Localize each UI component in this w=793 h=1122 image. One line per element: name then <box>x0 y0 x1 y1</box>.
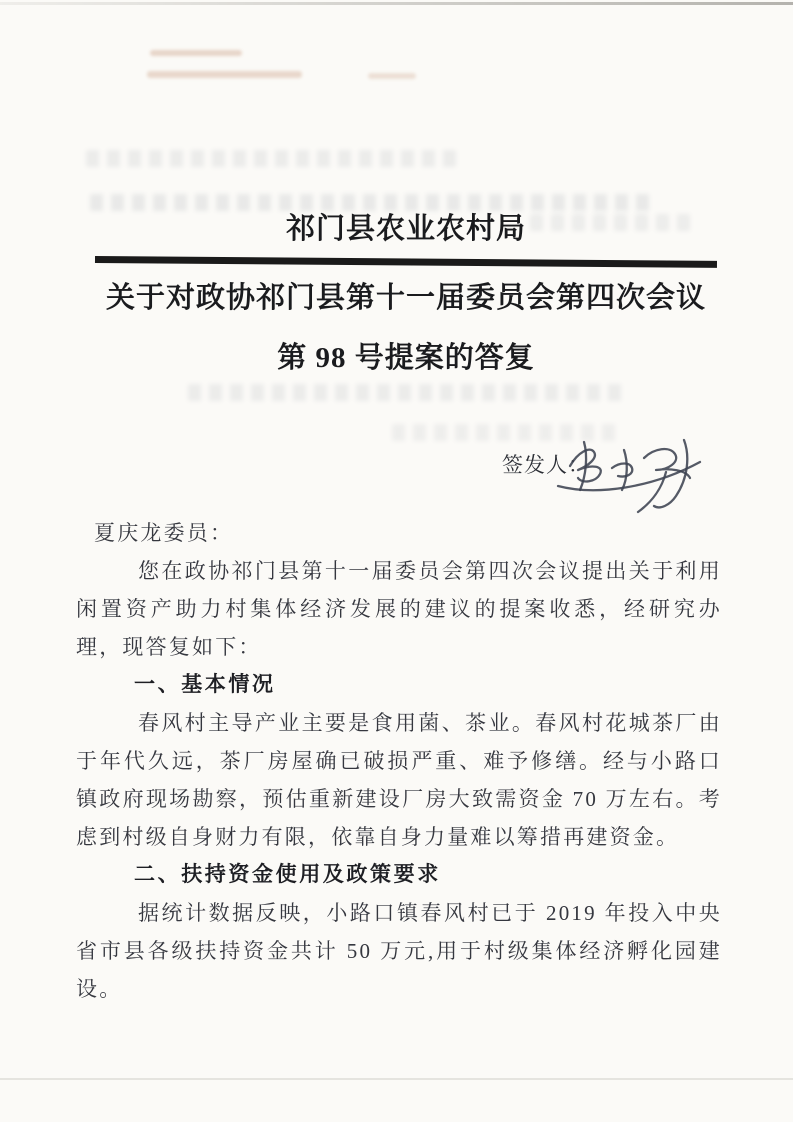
handwritten-signature <box>548 424 723 519</box>
section1-heading: 一、基本情况 <box>134 673 276 696</box>
header-rule-divider <box>95 256 717 268</box>
document-title-line1: 关于对政协祁门县第十一届委员会第四次会议 <box>105 282 706 314</box>
document-header <box>95 212 717 376</box>
scan-artifact-ghost-text <box>188 384 628 401</box>
salutation: 夏庆龙委员： <box>94 521 234 545</box>
scan-artifact-smudge <box>147 71 302 78</box>
scan-artifact-smudge <box>150 50 242 56</box>
intro-paragraph: 您在政协祁门县第十一届委员会第四次会议提出关于利用闲置资产助力村集体经济发展的建议的提案收悉，经研究办理，现答复如下： <box>76 559 722 659</box>
issuing-org-name: 祁门县农业农村局 <box>285 213 526 245</box>
section1-paragraph: 春风村主导产业主要是食用菌、茶业。春风村花城茶厂由于年代久远，茶厂房屋确已破损严重、难予修缮。经与小路口镇政府现场勘察，预估重新建设厂房大致需资金 70 万左右。考虑到村级自身财力有限，依靠自身力量难以筹措再建资金。 <box>76 711 722 849</box>
section2-heading: 二、扶持资金使用及政策要求 <box>134 863 441 886</box>
scan-artifact-smudge <box>368 73 416 79</box>
document-body <box>76 514 722 1008</box>
document-title-line2: 第 98 号提案的答复 <box>277 342 535 374</box>
section2-paragraph: 据统计数据反映，小路口镇春风村已于 2019 年投入中央省市县各级扶持资金共计 50 万元,用于村级集体经济孵化园建设。 <box>76 901 722 1001</box>
scan-artifact-bottom-crease <box>0 1078 793 1080</box>
scan-artifact-top-edge <box>0 2 793 5</box>
scan-artifact-ghost-text <box>90 194 650 211</box>
scan-artifact-ghost-text <box>86 150 456 167</box>
issuer-label: 签发人： <box>502 453 590 477</box>
